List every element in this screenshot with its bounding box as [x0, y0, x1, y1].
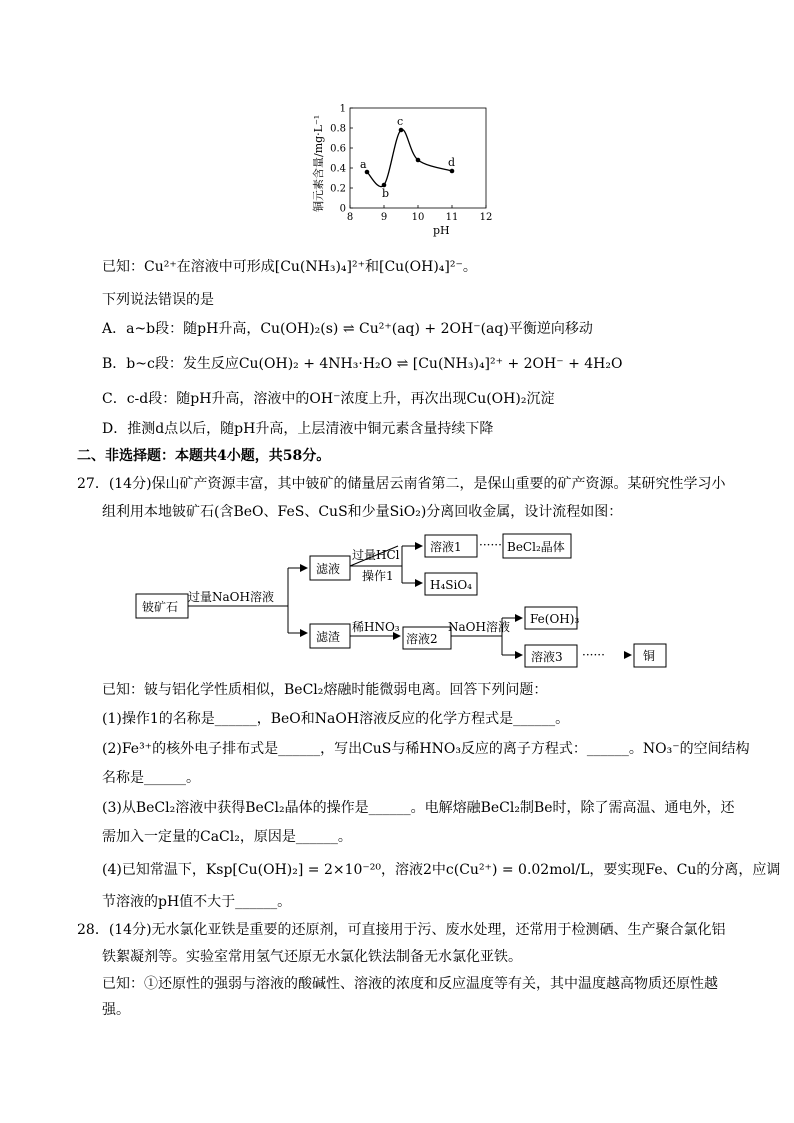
data-point-label: d: [448, 156, 456, 169]
label-naoh-solution: NaOH溶液: [448, 620, 510, 634]
y-tick-label: 0: [339, 203, 346, 215]
label-becl2-crystal: BeCl₂晶体: [507, 540, 565, 554]
q27-part-2-line-2: 名称是______。: [102, 770, 200, 786]
y-tick-label: 0.6: [330, 143, 346, 155]
q27-part-1: (1)操作1的名称是______，BeO和NaOH溶液反应的化学方程式是______。: [102, 711, 570, 727]
q27-flowchart: [130, 528, 670, 673]
label-filtrate: 滤液: [316, 562, 341, 576]
q26-option-c[interactable]: C．c-d段：随pH升高，溶液中的OH⁻浓度上升，再次出现Cu(OH)₂沉淀: [102, 391, 555, 407]
label-solution-3: 溶液3: [531, 650, 563, 664]
copper-ph-chart: [300, 100, 500, 240]
label-h4sio4: H₄SiO₄: [430, 578, 472, 592]
q27-known: 已知：铍与铝化学性质相似，BeCl₂熔融时能微弱电离。回答下列问题：: [102, 682, 548, 698]
label-residue: 滤渣: [316, 630, 341, 644]
data-point: [450, 169, 455, 174]
data-point-label: a: [360, 158, 367, 171]
x-tick-label: 8: [346, 212, 354, 223]
label-solution-1: 溶液1: [430, 540, 462, 554]
q26-option-b[interactable]: B．b~c段：发生反应Cu(OH)₂ + 4NH₃·H₂O ⇌ [Cu(NH₃)₄]²⁺ + 2OH⁻ + 4H₂O: [102, 356, 623, 372]
x-tick-label: 10: [411, 212, 425, 223]
label-solution-2: 溶液2: [406, 632, 438, 646]
q28-line-3: 已知：①还原性的强弱与溶液的酸碱性、溶液的浓度和反应温度等有关，其中温度越高物质还原性越: [102, 976, 718, 992]
q26-known: 已知：Cu²⁺在溶液中可形成[Cu(NH₃)₄]²⁺和[Cu(OH)₄]²⁻。: [102, 259, 477, 275]
data-point-label: c: [397, 115, 404, 128]
label-dots-2: ······: [582, 648, 605, 662]
x-tick-label: 11: [445, 212, 459, 223]
label-dilute-hno3: 稀HNO₃: [352, 620, 400, 634]
q26-option-a[interactable]: A．a~b段：随pH升高，Cu(OH)₂(s) ⇌ Cu²⁺(aq) + 2OH⁻(aq)平衡逆向移动: [102, 321, 593, 337]
data-point-label: b: [382, 187, 390, 200]
data-point: [399, 128, 404, 133]
data-point: [416, 158, 421, 163]
label-copper: 铜: [643, 649, 656, 663]
y-axis-label: 铜元素含量/mg·L⁻¹: [312, 114, 325, 212]
label-naoh-excess: 过量NaOH溶液: [188, 590, 274, 604]
x-tick-label: 9: [380, 212, 388, 223]
label-hcl-excess: 过量HCl: [352, 548, 400, 562]
section-header: 二、非选择题：本题共4小题，共58分。: [77, 448, 331, 464]
q27-intro-line-2: 组利用本地铍矿石(含BeO、FeS、CuS和少量SiO₂)分离回收金属，设计流程如图：: [102, 504, 623, 520]
y-tick-label: 0.8: [330, 123, 346, 135]
q28-line-1: 28．(14分)无水氯化亚铁是重要的还原剂，可直接用于污、废水处理，还常用于检测硒、生产聚合氯化铝: [77, 922, 726, 938]
q27-intro-line-1: 27．(14分)保山矿产资源丰富，其中铍矿的储量居云南省第二，是保山重要的矿产资源。某研究性学习小: [77, 476, 726, 492]
q27-part-3-line-2: 需加入一定量的CaCl₂，原因是______。: [102, 829, 352, 845]
label-feoh3: Fe(OH)₃: [530, 612, 580, 626]
y-tick-label: 1: [339, 103, 346, 115]
q27-part-3-line-1: (3)从BeCl₂溶液中获得BeCl₂晶体的操作是______。电解熔融BeCl₂制Be时，除了需高温、通电外，还: [102, 800, 735, 816]
y-tick-label: 0.4: [330, 163, 346, 175]
q27-part-2-line-1: (2)Fe³⁺的核外电子排布式是______，写出CuS与稀HNO₃反应的离子方程式：______。NO₃⁻的空间结构: [102, 741, 750, 757]
y-tick-label: 0.2: [330, 183, 346, 195]
q26-prompt: 下列说法错误的是: [102, 292, 214, 308]
label-dots-1: ······: [479, 538, 502, 552]
q28-line-4: 强。: [102, 1002, 130, 1018]
q27-part-4-line-2: 节溶液的pH值不大于______。: [102, 894, 292, 910]
q26-option-d[interactable]: D．推测d点以后，随pH升高，上层清液中铜元素含量持续下降: [102, 421, 494, 437]
label-ore: 铍矿石: [142, 600, 179, 614]
x-axis-label: pH: [433, 224, 450, 237]
label-op1: 操作1: [362, 569, 394, 583]
q27-part-4-line-1: (4)已知常温下，Ksp[Cu(OH)₂] = 2×10⁻²⁰，溶液2中c(Cu²⁺) = 0.02mol/L，要实现Fe、Cu的分离，应调: [102, 862, 781, 878]
x-tick-label: 12: [479, 212, 493, 223]
data-curve: [367, 130, 452, 187]
q28-line-2: 铁絮凝剂等。实验室常用氢气还原无水氯化铁法制备无水氯化亚铁。: [102, 949, 522, 965]
